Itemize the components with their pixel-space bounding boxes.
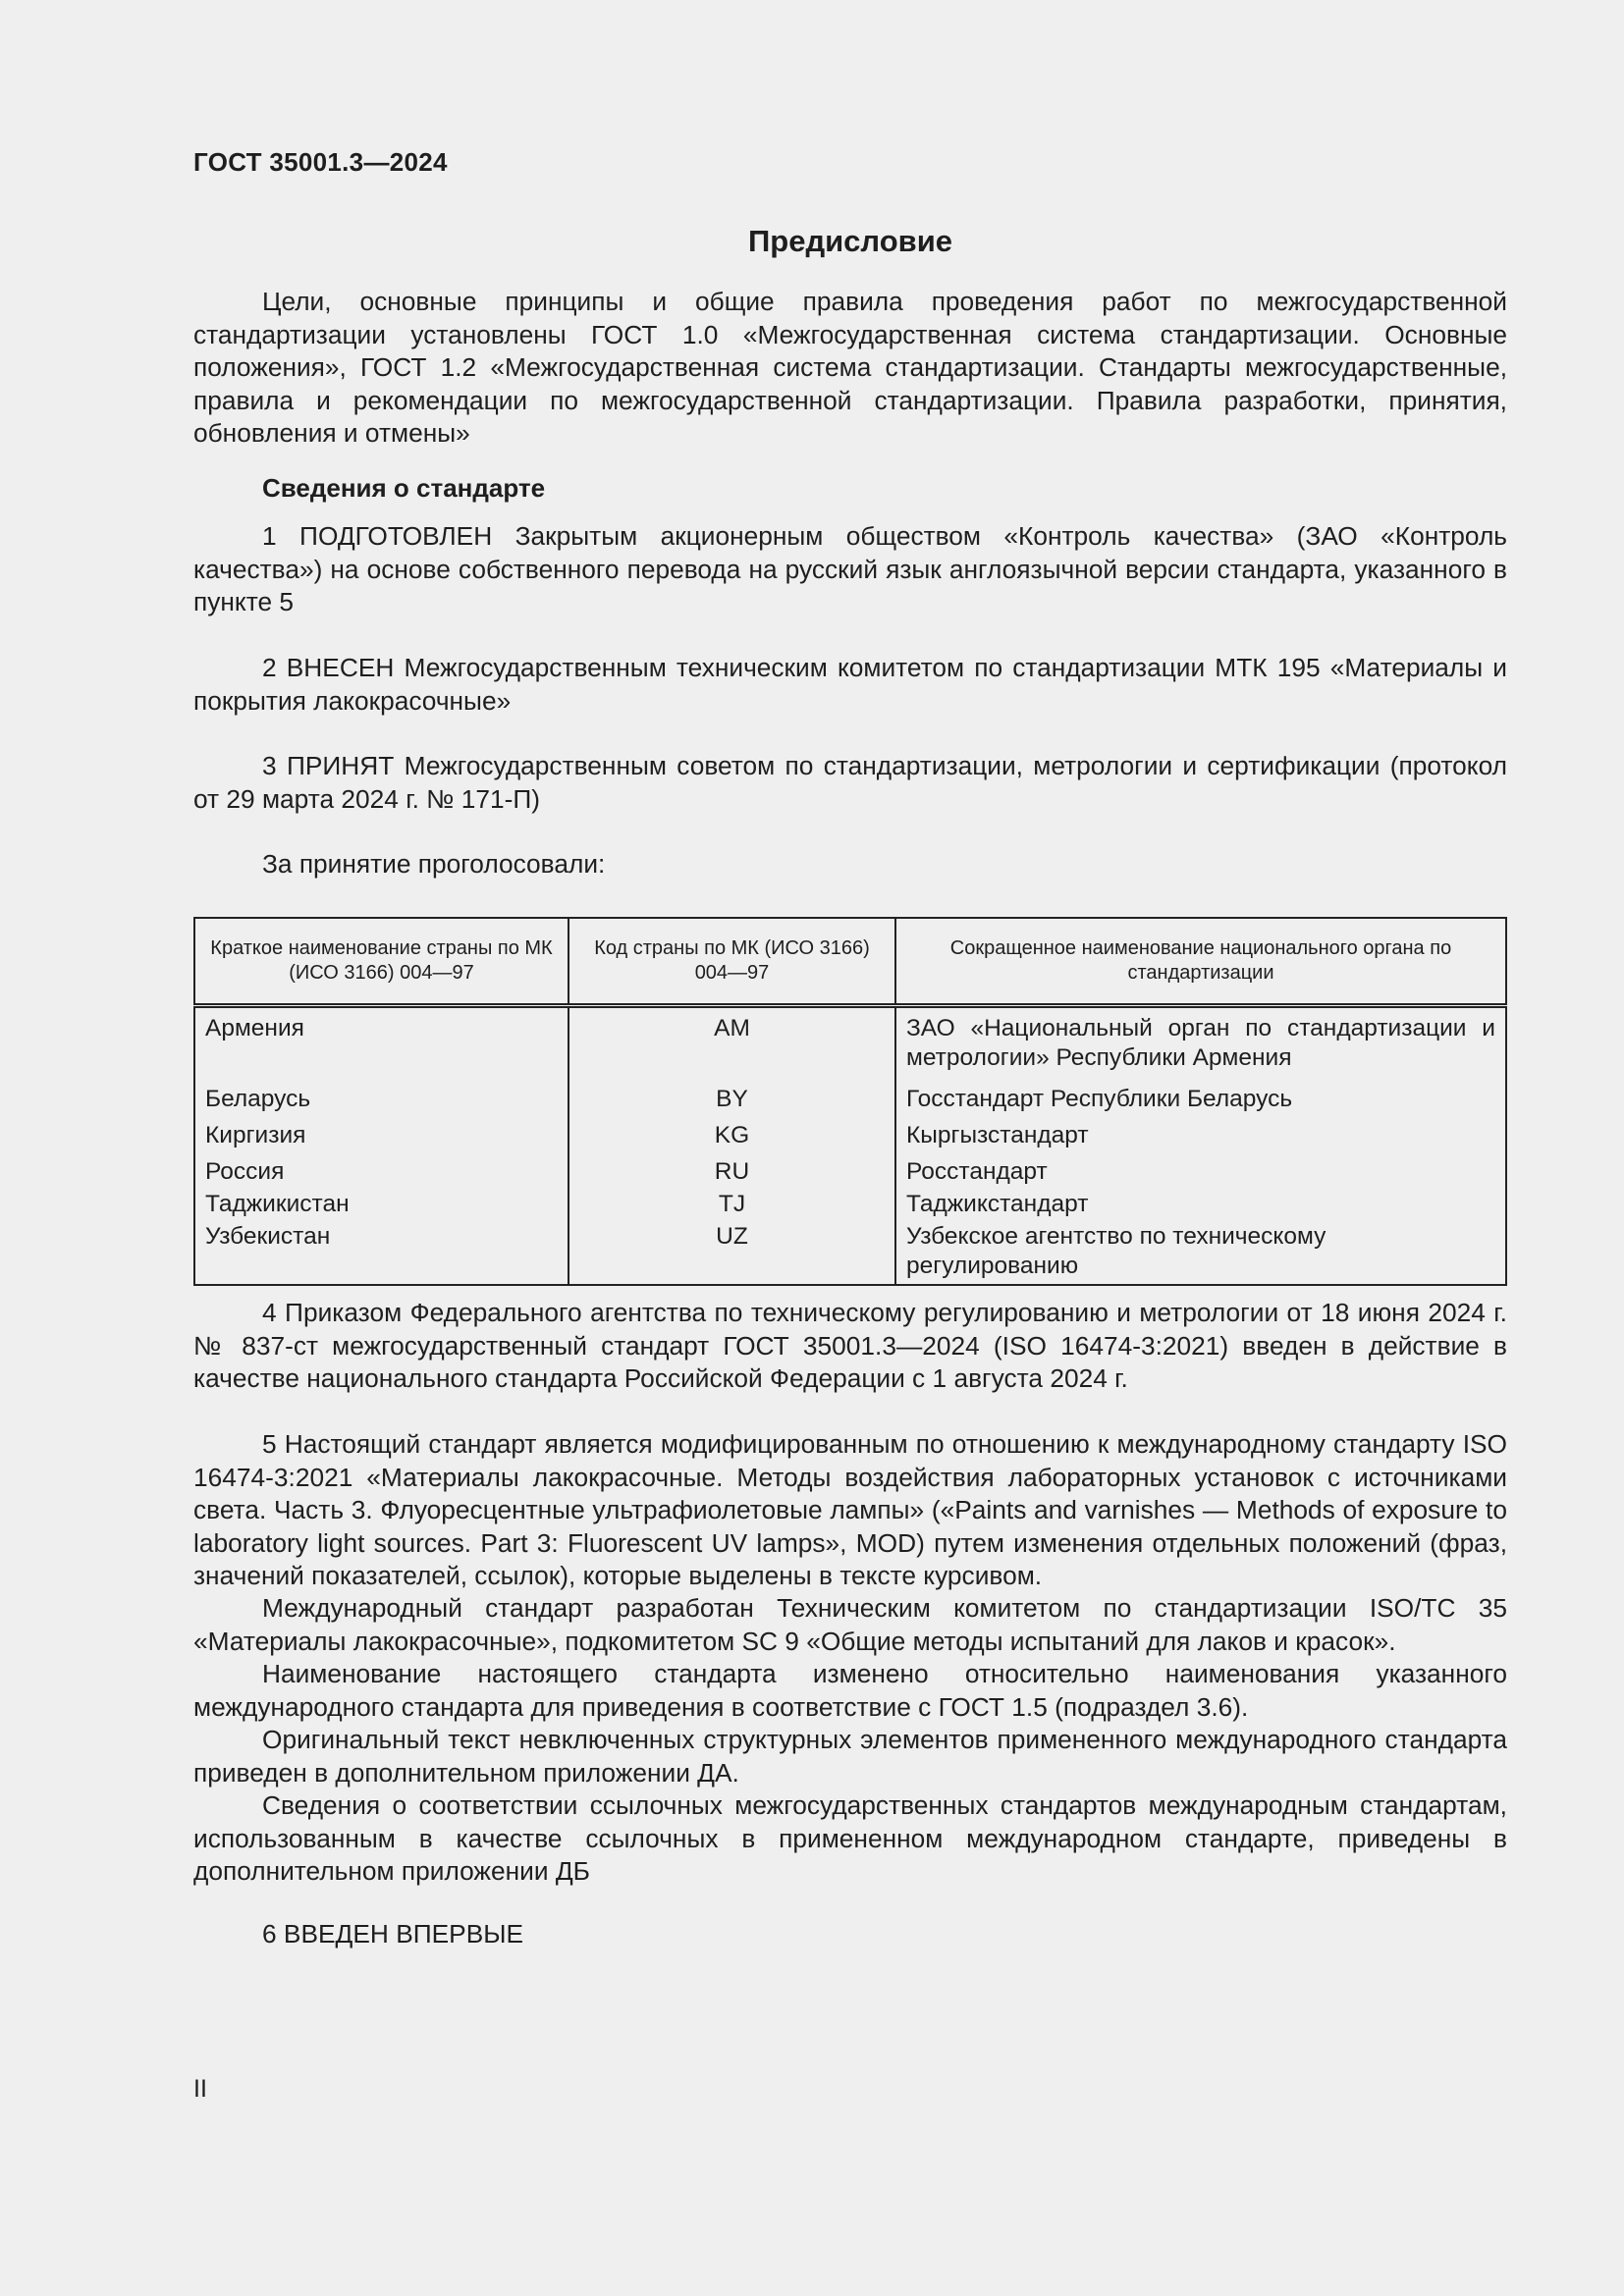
page-title: Предисловие	[747, 224, 952, 258]
intro-paragraph: Цели, основные принципы и общие правила проведения работ по межгосударственной стандартизации установлены ГОСТ 1.0 «Межгосударственная система стандартизации. Основные положения», ГОСТ 1.2 «Межгосударственная система стандартизации. Стандарты межгосударственные, правила и рекомендации по межгосударственной стандартизации. Правила разработки, принятия, обновления и отмены»	[193, 287, 1507, 448]
cell-body: Госстандарт Республики Беларусь	[906, 1086, 1293, 1112]
item-5-tc-paragraph: Международный стандарт разработан Техническим комитетом по стандартизации ISO/TC 35 «Материалы лакокрасочные», подкомитетом SC 9 «Общие методы испытаний для лаков и красок».	[193, 1593, 1507, 1656]
cell-code: TJ	[568, 1190, 895, 1222]
cell-country: Россия	[194, 1153, 568, 1190]
cell-code: AM	[568, 1006, 895, 1077]
cell-country: Армения	[194, 1006, 568, 1077]
item-5-annex-da-paragraph: Оригинальный текст невключенных структурных элементов примененного международного стандарта приведен в дополнительном приложении ДА.	[193, 1725, 1507, 1788]
table-row	[194, 1006, 1506, 1077]
item-1-paragraph: 1 ПОДГОТОВЛЕН Закрытым акционерным обществом «Контроль качества» (ЗАО «Контроль качества») на основе собственного перевода на русский язык англоязычной версии стандарта, указанного в пункте 5	[193, 521, 1507, 616]
item-6-line: 6 ВВЕДЕН ВПЕРВЫЕ	[262, 1919, 524, 1949]
cell-code: UZ	[568, 1222, 895, 1285]
item-5-title-paragraph: Наименование настоящего стандарта изменено относительно наименования указанного международного стандарта для приведения в соответствие с ГОСТ 1.5 (подраздел 3.6).	[193, 1659, 1507, 1722]
item-2-paragraph: 2 ВНЕСЕН Межгосударственным техническим комитетом по стандартизации МТК 195 «Материалы и покрытия лакокрасочные»	[193, 653, 1507, 716]
table-row	[194, 1117, 1506, 1153]
cell-country: Киргизия	[194, 1117, 568, 1153]
table-row	[194, 1076, 1506, 1117]
item-3-paragraph: 3 ПРИНЯТ Межгосударственным советом по стандартизации, метрологии и сертификации (протокол от 29 марта 2024 г. № 171-П)	[193, 751, 1507, 814]
table-header-row	[194, 918, 1506, 1006]
standard-info-heading: Сведения о стандарте	[262, 473, 546, 503]
cell-body: Кыргызстандарт	[906, 1122, 1089, 1148]
cell-code: KG	[568, 1117, 895, 1153]
cell-country: Беларусь	[194, 1076, 568, 1117]
page-number: II	[193, 2075, 207, 2103]
cell-code: BY	[568, 1076, 895, 1117]
header-country-name: Краткое наименование страны по МК (ИСО 3166) 004—97	[194, 918, 568, 1006]
item-4-paragraph: 4 Приказом Федерального агентства по техническому регулированию и метрологии от 18 июня 2024 г. № 837-ст межгосударственный стандарт ГОСТ 35001.3—2024 (ISO 16474-3:2021) введен в действие в качестве национального стандарта Российской Федерации с 1 августа 2024 г.	[193, 1298, 1507, 1393]
voted-label: За принятие проголосовали:	[262, 849, 606, 879]
document-page	[193, 0, 1507, 2296]
table-row	[194, 1222, 1506, 1285]
header-country-code: Код страны по МК (ИСО 3166) 004—97	[568, 918, 895, 1006]
cell-body: Таджикстандарт	[906, 1191, 1089, 1217]
table-row	[194, 1153, 1506, 1190]
cell-body: Росстандарт	[906, 1158, 1048, 1185]
cell-country: Таджикистан	[194, 1190, 568, 1222]
cell-country: Узбекистан	[194, 1222, 568, 1285]
header-national-body: Сокращенное наименование национального органа по стандартизации	[895, 918, 1506, 1006]
cell-code: RU	[568, 1153, 895, 1190]
document-code: ГОСТ 35001.3—2024	[193, 147, 448, 177]
cell-body: ЗАО «Национальный орган по стандартизации и метрологии» Республики Армения	[906, 1015, 1495, 1071]
table-row	[194, 1190, 1506, 1222]
item-5-annex-db-paragraph: Сведения о соответствии ссылочных межгосударственных стандартов международным стандартам, использованным в качестве ссылочных в примененном международном стандарте, приведены в дополнительном приложении ДБ	[193, 1790, 1507, 1886]
cell-body: Узбекское агентство по техническому регулированию	[906, 1223, 1326, 1279]
voting-table	[193, 917, 1507, 1286]
item-5-paragraph: 5 Настоящий стандарт является модифицированным по отношению к международному стандарту ISO 16474-3:2021 «Материалы лакокрасочные. Методы воздействия лабораторных установок с источниками света. Часть 3. Флуоресцентные ультрафиолетовые лампы» («Paints and varnishes — Methods of exposure to laboratory light sources. Part 3: Fluorescent UV lamps», MOD) путем изменения отдельных положений (фраз, значений показателей, ссылок), которые выделены в тексте курсивом.	[193, 1429, 1507, 1590]
